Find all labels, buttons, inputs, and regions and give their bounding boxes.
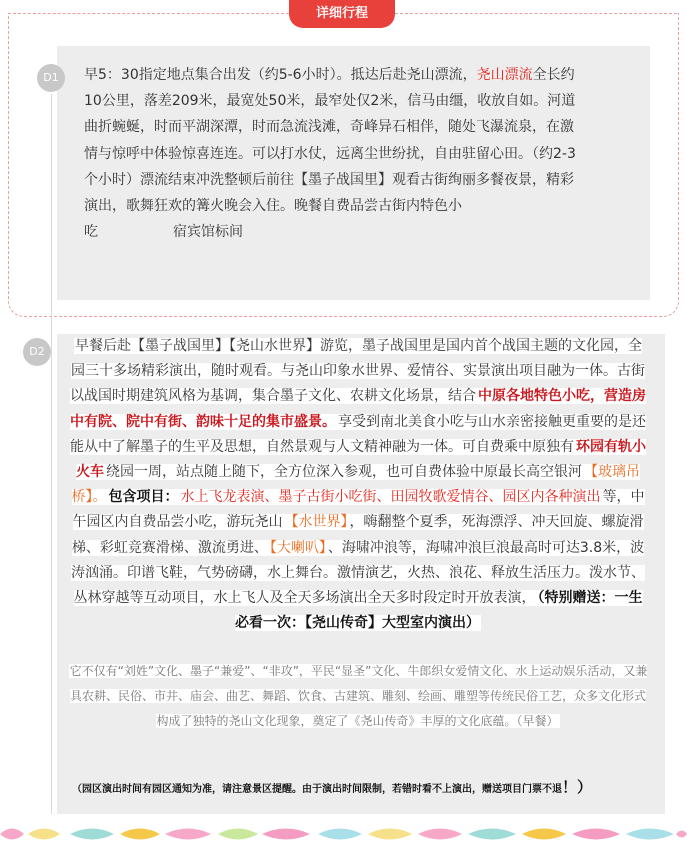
timeline-line [51, 94, 52, 814]
rafting-highlight: 尧山漂流 [476, 67, 533, 83]
glass-bridge-highlight: 【玻璃吊桥】。 [71, 464, 640, 506]
day1-text: 早5：30指定地点集合出发（约5-6小时）。抵达后赴尧山漂流，尧山漂流全长约10公里，落差209米，最宽处50米，最窄处仅2米，信马由缰，收放自如。河道曲折蜿蜒，时而平湖深潭，时而急流浅滩，奇峰异石相伴，随处飞瀑流泉，在激情与惊呼中体验惊喜连连。可以打水仗，远离尘世纷扰，自由驻留心田。（约2-3个小时）漂流结束冲洗整顿后前往【墨子战国里】观看古街绚丽多餐夜景，精彩演出，歌舞狂欢的篝火晚会入住。晚餐自费品尝古街内特色小 吃 宿宾馆标间 [84, 67, 576, 241]
itinerary-tag: 详细行程 [289, 0, 395, 28]
day1-badge: D1 [37, 64, 65, 92]
decorative-wave [0, 823, 687, 845]
big-horn-highlight: 【大喇叭】 [269, 539, 326, 556]
train-highlight: 环园有轨小火车 [76, 438, 646, 481]
day2-badge: D2 [23, 338, 51, 366]
water-world-highlight: 【水世界】 [284, 514, 348, 531]
gift-highlight: （特别赠送：一生必看一次：【尧山传奇】大型室内演出） [235, 590, 643, 632]
legend-text: 它不仅有“刘姓”文化、墨子“兼爱”、“非攻”，平民“显圣”文化、牛郎织女爱情文化、水上运动娱乐活动，又兼具农耕、民俗、市井、庙会、曲艺、舞蹈、饮食、古建筑、雕刻、绘画、雕塑等传统民俗工艺，众多文化形式构成了独特的尧山文化现象，奠定了《尧山传奇》丰厚的文化底蕴。（早餐） [69, 664, 648, 728]
day2-text: 早餐后赴【墨子战国里】【尧山水世界】游览，墨子战国里是国内首个战国主题的文化园，全园三十多场精彩演出，随时观看。与尧山印象水世界、爱情谷、实景演出项目融为一体。古街以战国时期建筑风格为基调，集合墨子文化、农耕文化场景，结合 中原各地特色小吃，营造房中有院、院中有街、韵味十足的集市盛景。 享受到南北美食小吃与山水亲密接触更重要的是还能从中了解墨子的生平及思想，自然景观与人文精神融为一体。可自费乘中原独有 环园有轨小火车 绕园一周，站点随上随下，全方位深入参观，也可自费体验中原最长高空银河 【玻璃吊桥】。 包含项目： 水上飞龙表演、墨子古街小吃街、田园牧歌爱情谷、园区内各种演出 等，中午园区内自费品尝小吃，游玩尧山 【水世界】 ，嗨翻整个夏季，死海漂浮、冲天回旋、螺旋滑梯、彩虹竞赛滑梯、激流勇进、 【大喇叭】 、海啸冲浪等，海啸冲浪巨浪最高时可达3.8米，波涛汹涌。印谱飞鞋，气势磅礴，水上舞台。激情演艺，火热、浪花、释放生活压力。泼水节、丛林穿越等互动项目，水上飞人及全天多场演出全天多时段定时开放表演， （特别赠送：一生必看一次：【尧山传奇】大型室内演出） [70, 338, 646, 632]
included-items: 水上飞龙表演、墨子古街小吃街、田园牧歌爱情谷、园区内各种演出 [180, 489, 601, 506]
food-highlight: 中原各地特色小吃，营造房中有院、院中有街、韵味十足的集市盛景。 [70, 388, 646, 430]
included-label: 包含项目： [108, 489, 179, 506]
notice: （园区演出时间有园区通知为准，请注意景区提醒。由于演出时间限制，若错时看不上演出，赠送项目门票不退！） [72, 778, 593, 796]
wave-petals [0, 829, 687, 840]
